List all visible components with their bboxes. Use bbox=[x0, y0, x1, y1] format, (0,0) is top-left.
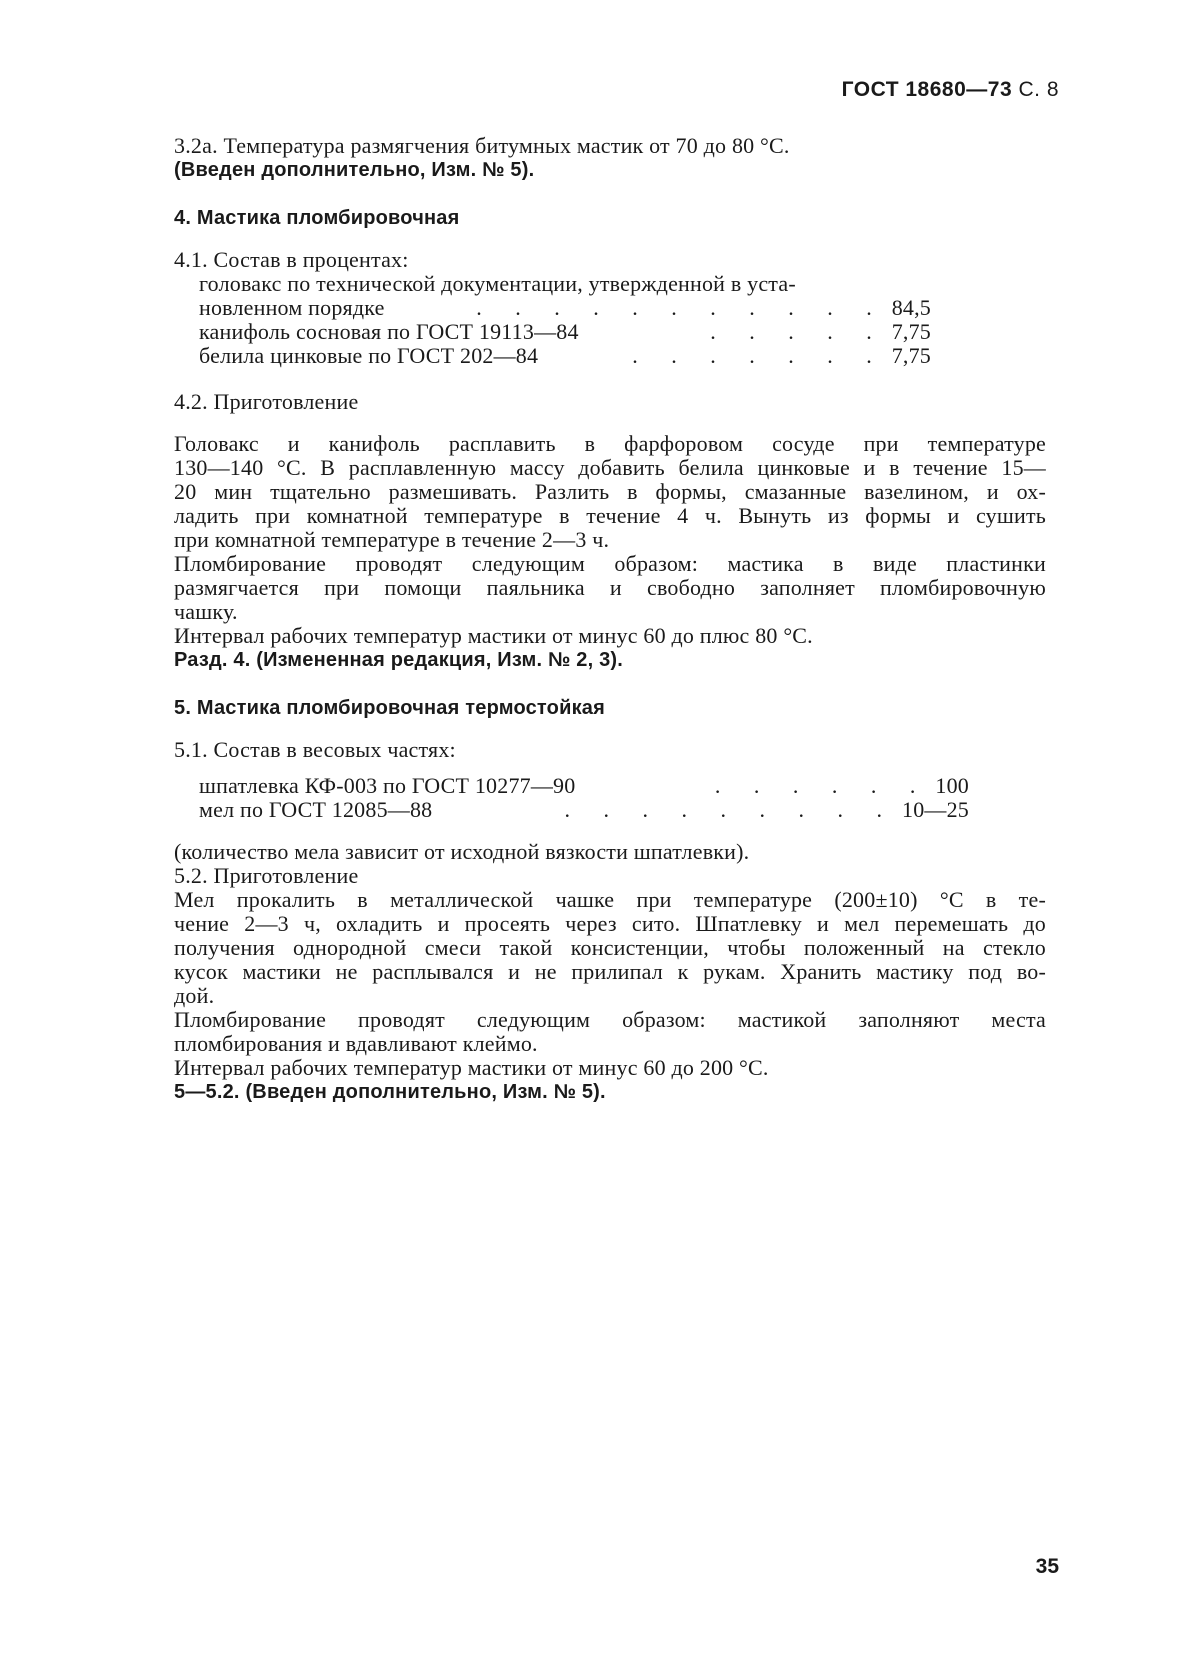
leader-dots: . . . . . . bbox=[714, 774, 930, 798]
paragraph-line: получения однородной смеси такой консистенции, чтобы положенный на стекло bbox=[174, 935, 1046, 960]
composition-item-name: новленном порядке bbox=[199, 295, 385, 320]
leader-dots: . . . . . bbox=[710, 320, 886, 344]
temperature-range: Интервал рабочих температур мастики от минус 60 до 200 °С. bbox=[174, 1055, 769, 1080]
weight-item-name: шпатлевка КФ-003 по ГОСТ 10277—90 bbox=[199, 773, 576, 798]
clause-3-2a: 3.2а. Температура размягчения битумных мастик от 70 до 80 °С. bbox=[174, 133, 790, 158]
paragraph-line: дой. bbox=[174, 983, 215, 1008]
leader-dots: . . . . . . . . . . . bbox=[476, 296, 886, 320]
composition-item-value: 84,5 bbox=[891, 295, 931, 320]
composition-item-value: 7,75 bbox=[891, 319, 931, 344]
paragraph-line: Головакс и канифоль расплавить в фарфоровом сосуде при температуре bbox=[174, 431, 1046, 456]
leader-dots: . . . . . . . bbox=[632, 344, 886, 368]
weight-item-value: 10—25 bbox=[902, 797, 969, 822]
paragraph-line: Мел прокалить в металлической чашке при температуре (200±10) °С в те- bbox=[174, 887, 1046, 912]
composition-item-1 bbox=[199, 296, 931, 320]
paragraph-line: Пломбирование проводят следующим образом: мастикой заполняют места bbox=[174, 1007, 1046, 1032]
composition-item-3 bbox=[199, 344, 931, 368]
composition-item-name: канифоль сосновая по ГОСТ 19113—84 bbox=[199, 319, 579, 344]
paragraph-line: кусок мастики не расплывался и не прилипал к рукам. Хранить мастику под во- bbox=[174, 959, 1046, 984]
page-header bbox=[842, 78, 1059, 102]
paragraph-line: размягчается при помощи паяльника и свободно заполняет пломбировочную bbox=[174, 575, 1046, 600]
temperature-range: Интервал рабочих температур мастики от минус 60 до плюс 80 °С. bbox=[174, 623, 813, 648]
section-4-note: Разд. 4. (Измененная редакция, Изм. № 2, 3). bbox=[174, 649, 624, 671]
section-5-title: 5. Мастика пломбировочная термостойкая bbox=[174, 697, 605, 719]
composition-item-value: 7,75 bbox=[891, 343, 931, 368]
paragraph-line: чение 2—3 ч, охладить и просеять через сито. Шпатлевку и мел перемешать до bbox=[174, 911, 1046, 936]
clause-4-2-title: 4.2. Приготовление bbox=[174, 389, 359, 414]
paragraph-line: при комнатной температуре в течение 2—3 ч. bbox=[174, 527, 610, 552]
clause-4-1-title: 4.1. Состав в процентах: bbox=[174, 247, 409, 272]
leader-dots: . . . . . . . . . bbox=[564, 798, 896, 822]
weight-item-2 bbox=[199, 798, 969, 822]
page-number: 35 bbox=[1035, 1555, 1059, 1578]
composition-item-2 bbox=[199, 320, 931, 344]
clause-3-2a-note: (Введен дополнительно, Изм. № 5). bbox=[174, 159, 535, 181]
weight-item-name: мел по ГОСТ 12085—88 bbox=[199, 797, 433, 822]
clause-5-2-title: 5.2. Приготовление bbox=[174, 863, 359, 888]
doc-code: ГОСТ 18680—73 bbox=[841, 78, 1013, 101]
chalk-remark: (количество мела зависит от исходной вязкости шпатлевки). bbox=[174, 839, 750, 864]
composition-item-1-line1: головакс по технической документации, утвержденной в уста- bbox=[199, 271, 796, 296]
composition-item-name: белила цинковые по ГОСТ 202—84 bbox=[199, 343, 539, 368]
paragraph-line: пломбирования и вдавливают клеймо. bbox=[174, 1031, 538, 1056]
paragraph-line: чашку. bbox=[174, 599, 238, 624]
section-4-title: 4. Мастика пломбировочная bbox=[174, 207, 460, 229]
paragraph-line: Пломбирование проводят следующим образом: мастика в виде пластинки bbox=[174, 551, 1046, 576]
section-5-note: 5—5.2. (Введен дополнительно, Изм. № 5). bbox=[174, 1081, 606, 1103]
page-label: С. 8 bbox=[1018, 78, 1059, 101]
weight-item-value: 100 bbox=[935, 773, 969, 798]
paragraph-line: 130—140 °С. В расплавленную массу добавить белила цинковые и в течение 15— bbox=[174, 455, 1046, 480]
paragraph-line: 20 мин тщательно размешивать. Разлить в формы, смазанные вазелином, и ох- bbox=[174, 479, 1046, 504]
clause-5-1-title: 5.1. Состав в весовых частях: bbox=[174, 737, 456, 762]
paragraph-line: ладить при комнатной температуре в течение 4 ч. Вынуть из формы и сушить bbox=[174, 503, 1046, 528]
weight-item-1 bbox=[199, 774, 969, 798]
